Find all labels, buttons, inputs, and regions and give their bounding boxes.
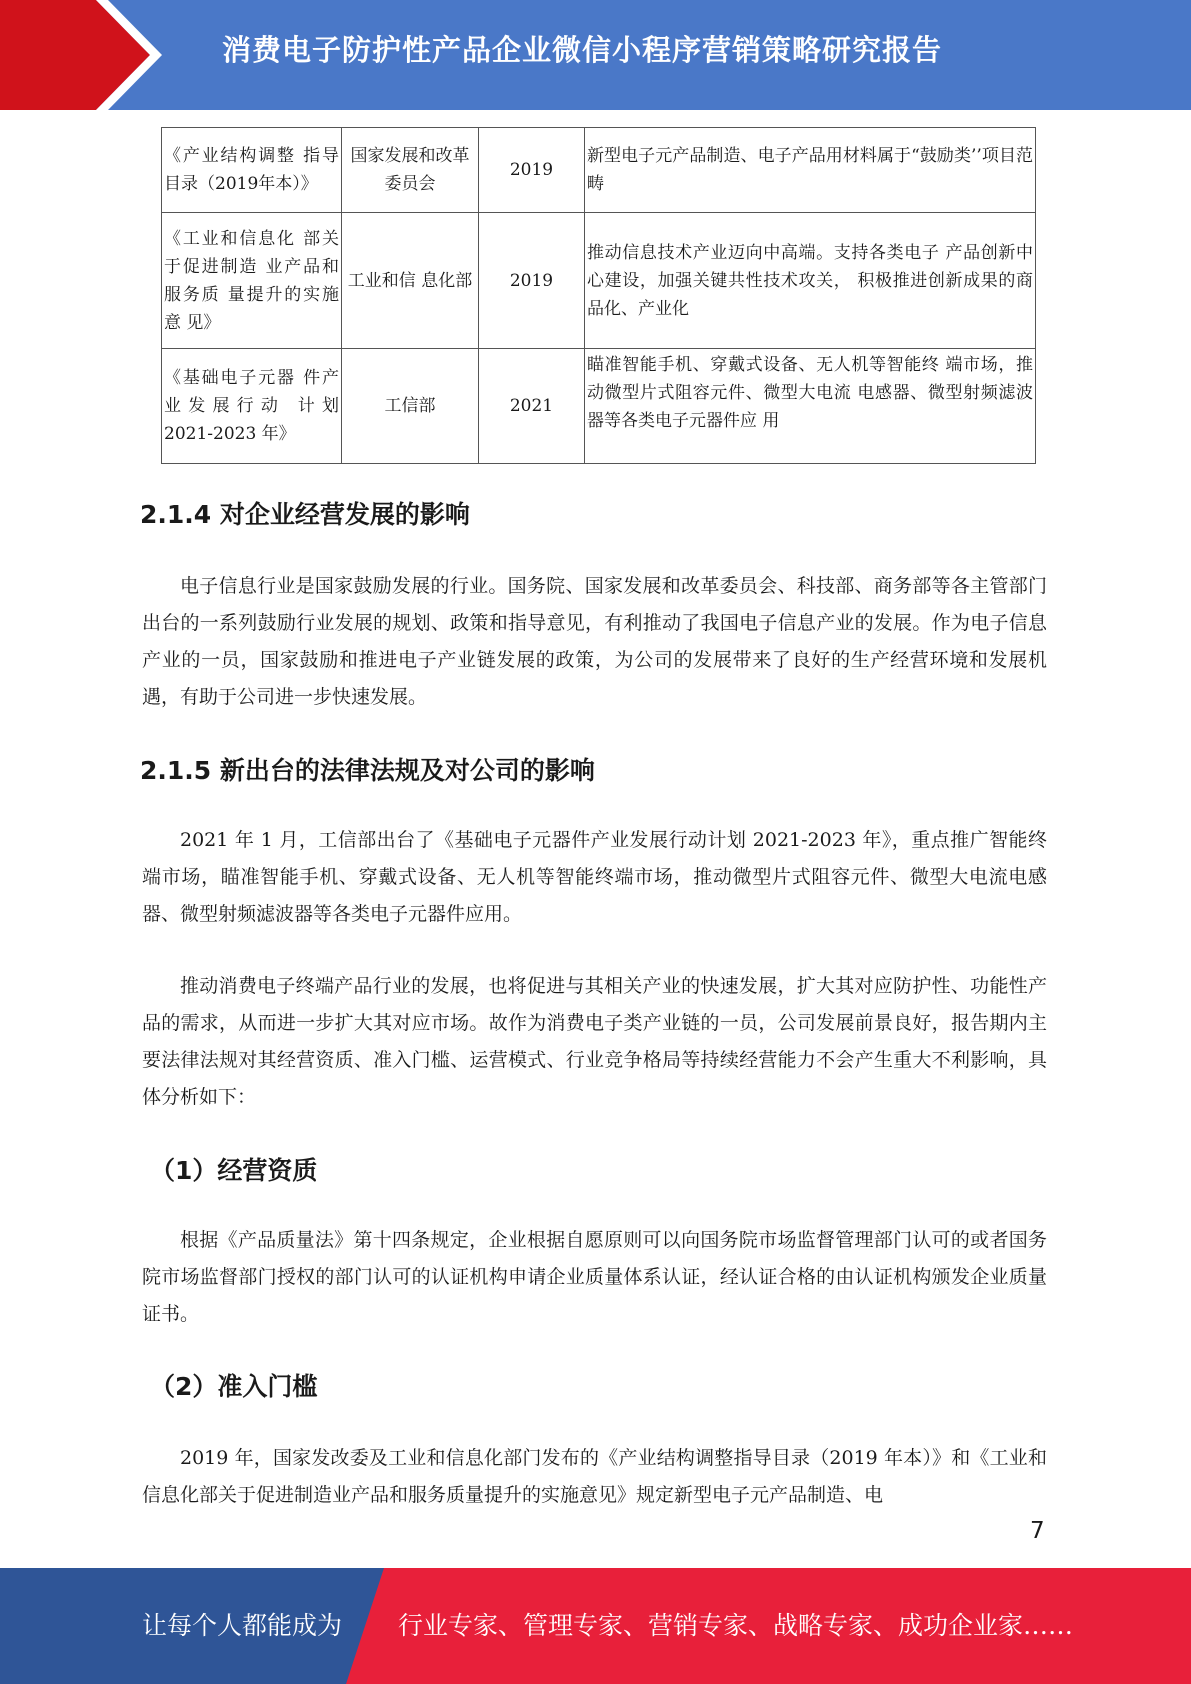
department-cell: 工信部 (342, 349, 479, 464)
page-header (0, 0, 1191, 110)
year-cell: 2021 (479, 349, 585, 464)
content-cell: 新型电子元产品制造、电子产品用材料属于“鼓励类’’项目范畴 (585, 128, 1036, 213)
table-row (162, 213, 1036, 349)
subsection-heading-entry-threshold: （2）准入门槛 (150, 1372, 318, 1401)
year-cell: 2019 (479, 128, 585, 213)
footer-slogan-left: 让每个人都能成为 (142, 1611, 343, 1640)
content-cell: 瞄准智能手机、穿戴式设备、无人机等智能终 端市场，推动微型片式阻容元件、微型大电流 电感器、微型射频滤波器等各类电子元器件应 用 (585, 349, 1036, 464)
section-heading-2-1-4: 2.1.4 对企业经营发展的影响 (140, 500, 470, 529)
subsection-qualification-paragraph: 根据《产品质量法》第十四条规定，企业根据自愿原则可以向国务院市场监督管理部门认可的或者国务院市场监督部门授权的部门认可的认证机构申请企业质量体系认证，经认证合格的由认证机构颁发企业质量证书。 (142, 1229, 1047, 1325)
policy-name-cell: 《基础电子元器 件产业发展行动 计划 2021-2023 年》 (162, 349, 342, 464)
year-cell: 2019 (479, 213, 585, 349)
header-title: 消费电子防护性产品企业微信小程序营销策略研究报告 (222, 33, 943, 67)
policy-name-cell: 《工业和信息化 部关于促进制造 业产品和服务质 量提升的实施意 见》 (162, 213, 342, 349)
page-footer (0, 1568, 1191, 1684)
subsection-entry-threshold-paragraph: 2019 年，国家发改委及工业和信息化部门发布的《产业结构调整指导目录（2019 年本）》和《工业和信息化部关于促进制造业产品和服务质量提升的实施意见》规定新型电子元产品制造、电 (142, 1447, 1047, 1506)
department-cell: 国家发展和改革委员会 (342, 128, 479, 213)
section-heading-2-1-5: 2.1.5 新出台的法律法规及对公司的影响 (140, 756, 595, 785)
section-2-1-5-paragraph-1: 2021 年 1 月，工信部出台了《基础电子元器件产业发展行动计划 2021-2023 年》，重点推广智能终端市场，瞄准智能手机、穿戴式设备、无人机等智能终端市场，推动微型片式阻容元件、微型大电流电感器、微型射频滤波器等各类电子元器件应用。 (142, 829, 1047, 925)
page-number: 7 (1030, 1518, 1045, 1544)
section-2-1-5-paragraph-2: 推动消费电子终端产品行业的发展，也将促进与其相关产业的快速发展，扩大其对应防护性、功能性产品的需求，从而进一步扩大其对应市场。故作为消费电子类产业链的一员，公司发展前景良好，报告期内主要法律法规对其经营资质、准入门槛、运营模式、行业竞争格局等持续经营能力不会产生重大不利影响，具体分析如下： (142, 975, 1047, 1108)
department-cell: 工业和信 息化部 (342, 213, 479, 349)
table-row (162, 349, 1036, 464)
table-row (162, 128, 1036, 213)
policy-name-cell: 《产业结构调整 指导目录（2019年本）》 (162, 128, 342, 213)
section-2-1-4-paragraph: 电子信息行业是国家鼓励发展的行业。国务院、国家发展和改革委员会、科技部、商务部等各主管部门出台的一系列鼓励行业发展的规划、政策和指导意见，有利推动了我国电子信息产业的发展。作为电子信息产业的一员，国家鼓励和推进电子产业链发展的政策，为公司的发展带来了良好的生产经营环境和发展机遇，有助于公司进一步快速发展。 (142, 575, 1047, 708)
content-cell: 推动信息技术产业迈向中高端。支持各类电子 产品创新中心建设，加强关键共性技术攻关， 积极推进创新成果的商品化、产业化 (585, 213, 1036, 349)
subsection-heading-qualification: （1）经营资质 (150, 1156, 318, 1185)
footer-slogan-right: 行业专家、管理专家、营销专家、战略专家、成功企业家…… (398, 1611, 1074, 1640)
policy-table (161, 127, 1036, 464)
